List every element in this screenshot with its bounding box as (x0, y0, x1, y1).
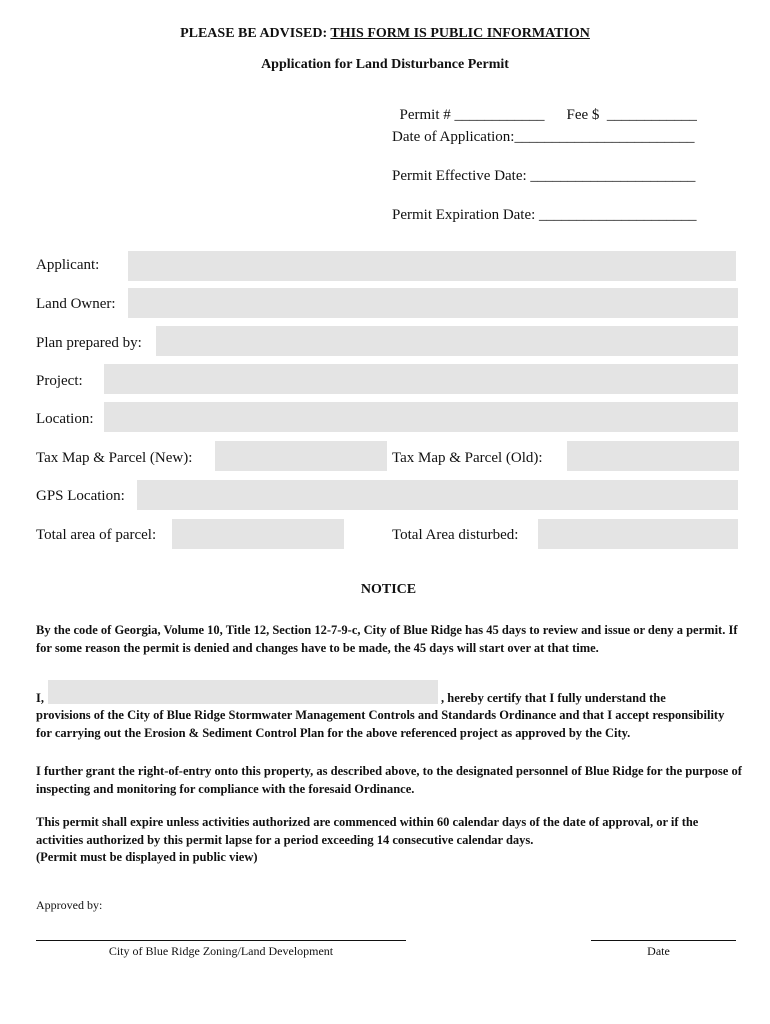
project-label: Project: (36, 373, 83, 389)
public-information-text: THIS FORM IS PUBLIC INFORMATION (330, 26, 590, 41)
signature-line[interactable] (36, 940, 406, 941)
plan-prepared-by-field[interactable] (156, 326, 738, 356)
total-area-parcel-label: Total area of parcel: (36, 527, 157, 543)
tax-map-new-field[interactable] (215, 441, 387, 471)
tax-map-old-field[interactable] (567, 441, 739, 471)
applicant-field[interactable] (128, 251, 736, 281)
review-period-paragraph: By the code of Georgia, Volume 10, Title 12, Section 12-7-9-c, City of Blue Ridge has 45 days to review and issue or deny a permit. If for some reason the permit is denied and changes have to be made, the 45 days will start over at that time. (36, 623, 738, 655)
total-area-parcel-field[interactable] (172, 519, 344, 549)
tax-map-new-label: Tax Map & Parcel (New): (36, 450, 193, 466)
certify-paragraph: provisions of the City of Blue Ridge Stormwater Management Controls and Standards Ordinance and that I accept responsibility for carrying out the Erosion & Sediment Control Plan for the above referenced project as approved by the City. (36, 708, 725, 740)
form-title: Application for Land Disturbance Permit (261, 57, 509, 72)
expiration-paragraph: This permit shall expire unless activities authorized are commenced within 60 calendar days of the date of approval, or if the activities authorized by this permit lapse for a period exceeding 14 consecutive calendar days. (36, 815, 699, 847)
applicant-label: Applicant: (36, 257, 100, 273)
date-of-application-line: Date of Application:________________________ (392, 129, 695, 145)
total-area-disturbed-label: Total Area disturbed: (392, 527, 519, 543)
advised-prefix: PLEASE BE ADVISED: (180, 26, 331, 41)
approved-by-label: Approved by: (36, 898, 103, 912)
certify-suffix: , hereby certify that I fully understand the (441, 691, 666, 705)
certify-name-field[interactable] (48, 680, 438, 704)
date-caption: Date (647, 944, 670, 958)
right-of-entry-paragraph: I further grant the right-of-entry onto this property, as described above, to the designated personnel of Blue Ridge for the purpose of inspecting and monitoring for compliance with the foresaid Ordinance. (36, 764, 742, 796)
permit-number-fee-line (392, 90, 697, 124)
total-area-disturbed-field[interactable] (538, 519, 738, 549)
project-field[interactable] (104, 364, 738, 394)
gps-location-field[interactable] (137, 480, 738, 510)
land-owner-field[interactable] (128, 288, 738, 318)
display-notice: (Permit must be displayed in public view) (36, 850, 258, 864)
gps-location-label: GPS Location: (36, 488, 125, 504)
plan-prepared-by-label: Plan prepared by: (36, 335, 142, 351)
public-information-notice (0, 26, 770, 42)
permit-effective-date-line: Permit Effective Date: ______________________ (392, 168, 696, 184)
permit-expiration-date-line: Permit Expiration Date: _____________________ (392, 207, 697, 223)
signature-caption: City of Blue Ridge Zoning/Land Development (108, 944, 334, 958)
location-label: Location: (36, 411, 94, 427)
notice-title: NOTICE (360, 582, 417, 597)
certify-prefix: I, (36, 691, 44, 705)
location-field[interactable] (104, 402, 738, 432)
fee-line: Fee $ ____________ (566, 107, 697, 123)
tax-map-old-label: Tax Map & Parcel (Old): (392, 450, 543, 466)
land-owner-label: Land Owner: (36, 296, 116, 312)
permit-number-line: Permit # ____________ (399, 107, 545, 123)
date-line[interactable] (591, 940, 736, 941)
